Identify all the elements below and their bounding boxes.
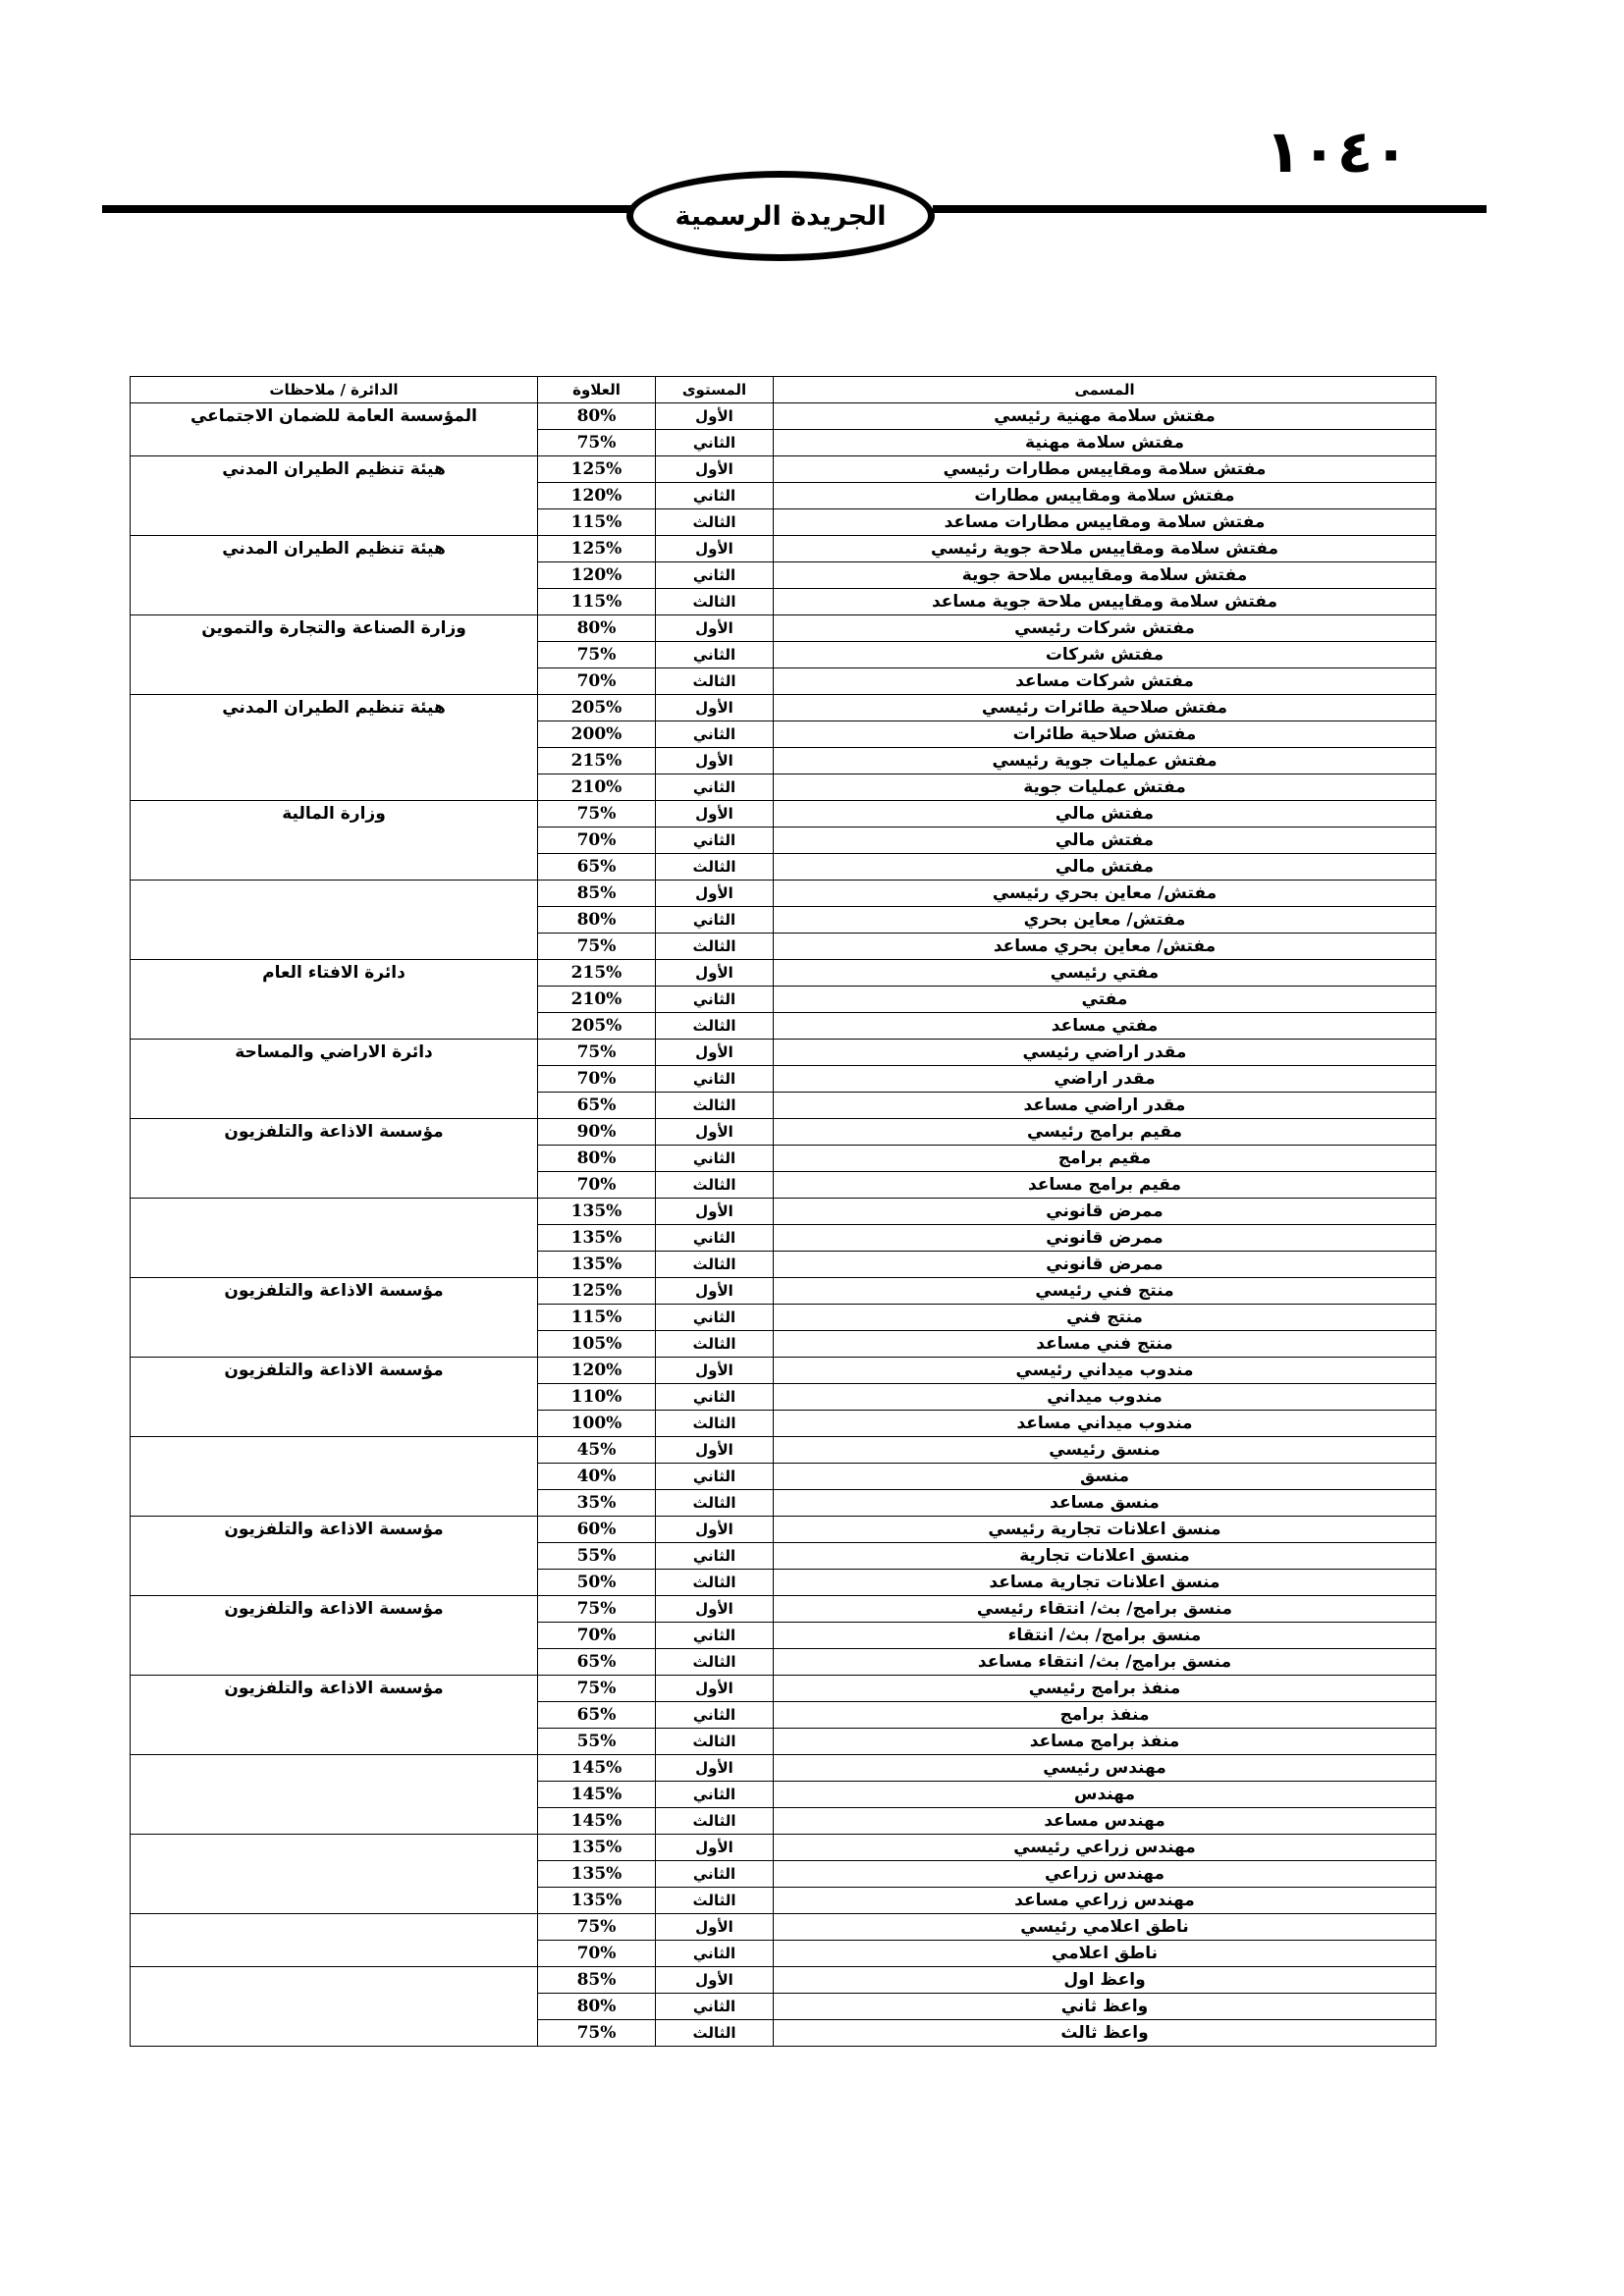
cell-level: الأول [656, 1119, 774, 1146]
cell-title: منسق برامج/ بث/ انتقاء مساعد [774, 1649, 1436, 1676]
cell-level: الثاني [656, 1994, 774, 2020]
cell-allowance: 35% [538, 1490, 656, 1517]
cell-title: مقدر اراضي رئيسي [774, 1040, 1436, 1066]
cell-level: الثالث [656, 1013, 774, 1040]
cell-allowance: 125% [538, 456, 656, 483]
allowances-table [130, 376, 1436, 2047]
cell-title: منسق اعلانات تجارية رئيسي [774, 1517, 1436, 1543]
cell-level: الأول [656, 1199, 774, 1225]
cell-department [131, 1437, 538, 1517]
cell-department [131, 1967, 538, 2047]
cell-allowance: 65% [538, 1702, 656, 1729]
cell-title: واعظ ثالث [774, 2020, 1436, 2047]
cell-allowance: 65% [538, 1649, 656, 1676]
cell-department: وزارة الصناعة والتجارة والتموين [131, 615, 538, 695]
cell-allowance: 70% [538, 828, 656, 854]
cell-allowance: 120% [538, 562, 656, 589]
table-row [131, 1358, 1436, 1384]
cell-allowance: 75% [538, 642, 656, 668]
cell-level: الثاني [656, 1305, 774, 1331]
header-rule-right [933, 205, 1487, 213]
cell-department: هيئة تنظيم الطيران المدني [131, 536, 538, 615]
cell-allowance: 105% [538, 1331, 656, 1358]
cell-allowance: 115% [538, 509, 656, 536]
cell-title: منتج فني رئيسي [774, 1278, 1436, 1305]
cell-level: الثاني [656, 483, 774, 509]
cell-allowance: 80% [538, 615, 656, 642]
cell-level: الثاني [656, 828, 774, 854]
cell-title: ممرض قانوني [774, 1252, 1436, 1278]
cell-title: مهندس زراعي مساعد [774, 1888, 1436, 1914]
cell-title: مفتش شركات [774, 642, 1436, 668]
cell-department: مؤسسة الاذاعة والتلفزيون [131, 1676, 538, 1755]
cell-level: الثاني [656, 562, 774, 589]
cell-title: واعظ اول [774, 1967, 1436, 1994]
cell-allowance: 50% [538, 1570, 656, 1596]
table-row [131, 1967, 1436, 1994]
cell-department: هيئة تنظيم الطيران المدني [131, 695, 538, 801]
cell-title: مفتش سلامة مهنية رئيسي [774, 403, 1436, 430]
cell-title: مفتش صلاحية طائرات رئيسي [774, 695, 1436, 721]
cell-title: ممرض قانوني [774, 1225, 1436, 1252]
cell-department: دائرة الاراضي والمساحة [131, 1040, 538, 1119]
cell-department: وزارة المالية [131, 801, 538, 881]
cell-allowance: 215% [538, 960, 656, 987]
table-row [131, 1040, 1436, 1066]
table-header-row [131, 377, 1436, 403]
table-row [131, 615, 1436, 642]
cell-title: منتج فني مساعد [774, 1331, 1436, 1358]
cell-level: الثاني [656, 642, 774, 668]
cell-level: الثالث [656, 854, 774, 881]
cell-title: مفتي رئيسي [774, 960, 1436, 987]
cell-allowance: 145% [538, 1808, 656, 1835]
cell-level: الأول [656, 1596, 774, 1623]
table-row [131, 1199, 1436, 1225]
cell-level: الثاني [656, 1623, 774, 1649]
cell-allowance: 75% [538, 1914, 656, 1941]
cell-allowance: 80% [538, 907, 656, 934]
cell-level: الثاني [656, 1066, 774, 1093]
cell-title: مفتش مالي [774, 828, 1436, 854]
cell-title: مفتي مساعد [774, 1013, 1436, 1040]
cell-level: الثالث [656, 1411, 774, 1437]
cell-department: هيئة تنظيم الطيران المدني [131, 456, 538, 536]
cell-title: مفتش سلامة ومقاييس مطارات رئيسي [774, 456, 1436, 483]
table-row [131, 1278, 1436, 1305]
cell-allowance: 210% [538, 987, 656, 1013]
cell-allowance: 200% [538, 721, 656, 748]
cell-department: المؤسسة العامة للضمان الاجتماعي [131, 403, 538, 456]
cell-level: الأول [656, 1755, 774, 1782]
cell-title: مهندس زراعي رئيسي [774, 1835, 1436, 1861]
cell-level: الثالث [656, 1490, 774, 1517]
cell-title: مقيم برامج [774, 1146, 1436, 1172]
cell-title: منسق اعلانات تجارية مساعد [774, 1570, 1436, 1596]
cell-department [131, 1835, 538, 1914]
cell-department: مؤسسة الاذاعة والتلفزيون [131, 1119, 538, 1199]
cell-title: مفتش سلامة مهنية [774, 430, 1436, 456]
cell-allowance: 215% [538, 748, 656, 774]
cell-level: الثالث [656, 1649, 774, 1676]
cell-level: الثاني [656, 721, 774, 748]
cell-title: ممرض قانوني [774, 1199, 1436, 1225]
header-level: المستوى [656, 377, 774, 403]
cell-level: الأول [656, 1358, 774, 1384]
cell-department: دائرة الافتاء العام [131, 960, 538, 1040]
cell-level: الثالث [656, 1093, 774, 1119]
cell-title: مهندس زراعي [774, 1861, 1436, 1888]
cell-allowance: 115% [538, 589, 656, 615]
table-row [131, 1517, 1436, 1543]
cell-allowance: 135% [538, 1888, 656, 1914]
cell-allowance: 45% [538, 1437, 656, 1464]
cell-title: مفتش مالي [774, 854, 1436, 881]
cell-level: الثاني [656, 907, 774, 934]
header-title: المسمى [774, 377, 1436, 403]
table-row [131, 960, 1436, 987]
cell-allowance: 75% [538, 934, 656, 960]
cell-title: مقدر اراضي [774, 1066, 1436, 1093]
cell-title: مفتش/ معاين بحري [774, 907, 1436, 934]
table-row [131, 456, 1436, 483]
cell-level: الأول [656, 960, 774, 987]
cell-allowance: 135% [538, 1252, 656, 1278]
cell-level: الثاني [656, 1146, 774, 1172]
cell-level: الثالث [656, 934, 774, 960]
cell-department [131, 1755, 538, 1835]
cell-allowance: 135% [538, 1225, 656, 1252]
table-row [131, 1676, 1436, 1702]
masthead-title: الجريدة الرسمية [675, 200, 887, 232]
cell-level: الأول [656, 1040, 774, 1066]
cell-level: الثاني [656, 1861, 774, 1888]
cell-title: مفتي [774, 987, 1436, 1013]
cell-level: الأول [656, 1278, 774, 1305]
cell-title: مفتش عمليات جوية رئيسي [774, 748, 1436, 774]
cell-title: مهندس [774, 1782, 1436, 1808]
cell-title: منفذ برامج رئيسي [774, 1676, 1436, 1702]
cell-allowance: 65% [538, 854, 656, 881]
cell-allowance: 85% [538, 881, 656, 907]
cell-level: الثالث [656, 1888, 774, 1914]
cell-allowance: 125% [538, 1278, 656, 1305]
cell-level: الأول [656, 695, 774, 721]
header-department: الدائرة / ملاحظات [131, 377, 538, 403]
cell-level: الأول [656, 1967, 774, 1994]
header-rule-left [102, 205, 652, 213]
cell-allowance: 145% [538, 1782, 656, 1808]
cell-title: منفذ برامج [774, 1702, 1436, 1729]
cell-level: الثاني [656, 774, 774, 801]
table-row [131, 1755, 1436, 1782]
cell-allowance: 210% [538, 774, 656, 801]
page-number: ١٠٤٠ [1265, 118, 1409, 187]
cell-allowance: 205% [538, 695, 656, 721]
table-row [131, 801, 1436, 828]
cell-allowance: 135% [538, 1861, 656, 1888]
table-row [131, 1119, 1436, 1146]
cell-department: مؤسسة الاذاعة والتلفزيون [131, 1358, 538, 1437]
cell-level: الثالث [656, 1570, 774, 1596]
cell-allowance: 70% [538, 1066, 656, 1093]
cell-allowance: 55% [538, 1729, 656, 1755]
cell-title: منسق اعلانات تجارية [774, 1543, 1436, 1570]
cell-level: الأول [656, 1676, 774, 1702]
cell-allowance: 75% [538, 2020, 656, 2047]
cell-allowance: 205% [538, 1013, 656, 1040]
table-row [131, 1914, 1436, 1941]
cell-allowance: 80% [538, 1994, 656, 2020]
cell-level: الأول [656, 1914, 774, 1941]
cell-title: ناطق اعلامي [774, 1941, 1436, 1967]
cell-allowance: 40% [538, 1464, 656, 1490]
cell-allowance: 65% [538, 1093, 656, 1119]
cell-level: الأول [656, 801, 774, 828]
cell-level: الأول [656, 1517, 774, 1543]
cell-title: مندوب ميداني مساعد [774, 1411, 1436, 1437]
cell-level: الأول [656, 748, 774, 774]
cell-allowance: 100% [538, 1411, 656, 1437]
cell-title: مقيم برامج رئيسي [774, 1119, 1436, 1146]
masthead-oval [626, 171, 935, 261]
cell-allowance: 75% [538, 801, 656, 828]
table-row [131, 1596, 1436, 1623]
cell-title: منسق برامج/ بث/ انتقاء رئيسي [774, 1596, 1436, 1623]
cell-title: مفتش/ معاين بحري رئيسي [774, 881, 1436, 907]
cell-level: الثاني [656, 1464, 774, 1490]
cell-allowance: 70% [538, 1172, 656, 1199]
cell-level: الثاني [656, 987, 774, 1013]
cell-level: الثالث [656, 1729, 774, 1755]
cell-department [131, 1914, 538, 1967]
cell-title: مفتش صلاحية طائرات [774, 721, 1436, 748]
cell-allowance: 75% [538, 1676, 656, 1702]
cell-department: مؤسسة الاذاعة والتلفزيون [131, 1596, 538, 1676]
cell-level: الأول [656, 456, 774, 483]
cell-allowance: 90% [538, 1119, 656, 1146]
cell-title: مقيم برامج مساعد [774, 1172, 1436, 1199]
cell-title: واعظ ثاني [774, 1994, 1436, 2020]
cell-title: مفتش عمليات جوية [774, 774, 1436, 801]
cell-title: منسق رئيسي [774, 1437, 1436, 1464]
table-row [131, 403, 1436, 430]
cell-allowance: 60% [538, 1517, 656, 1543]
cell-allowance: 125% [538, 536, 656, 562]
cell-title: ناطق اعلامي رئيسي [774, 1914, 1436, 1941]
cell-title: مهندس مساعد [774, 1808, 1436, 1835]
cell-level: الأول [656, 1437, 774, 1464]
cell-title: مفتش سلامة ومقاييس ملاحة جوية [774, 562, 1436, 589]
cell-level: الثالث [656, 1252, 774, 1278]
cell-level: الثالث [656, 1172, 774, 1199]
table-row [131, 1437, 1436, 1464]
cell-level: الثاني [656, 1543, 774, 1570]
cell-level: الثاني [656, 430, 774, 456]
cell-title: منسق برامج/ بث/ انتقاء [774, 1623, 1436, 1649]
cell-level: الأول [656, 536, 774, 562]
cell-title: مفتش سلامة ومقاييس مطارات مساعد [774, 509, 1436, 536]
cell-title: مفتش شركات رئيسي [774, 615, 1436, 642]
cell-title: مندوب ميداني [774, 1384, 1436, 1411]
table-body [131, 377, 1436, 2047]
cell-title: مفتش سلامة ومقاييس ملاحة جوية رئيسي [774, 536, 1436, 562]
cell-department [131, 1199, 538, 1278]
cell-title: منسق [774, 1464, 1436, 1490]
cell-level: الثالث [656, 1331, 774, 1358]
header-allowance: العلاوة [538, 377, 656, 403]
cell-allowance: 135% [538, 1199, 656, 1225]
cell-allowance: 80% [538, 1146, 656, 1172]
cell-level: الأول [656, 881, 774, 907]
cell-level: الثالث [656, 2020, 774, 2047]
cell-level: الأول [656, 615, 774, 642]
cell-department: مؤسسة الاذاعة والتلفزيون [131, 1517, 538, 1596]
cell-allowance: 85% [538, 1967, 656, 1994]
cell-title: مفتش سلامة ومقاييس مطارات [774, 483, 1436, 509]
cell-title: مهندس رئيسي [774, 1755, 1436, 1782]
cell-title: مفتش/ معاين بحري مساعد [774, 934, 1436, 960]
cell-allowance: 75% [538, 1040, 656, 1066]
cell-department [131, 881, 538, 960]
cell-title: مندوب ميداني رئيسي [774, 1358, 1436, 1384]
cell-level: الثاني [656, 1941, 774, 1967]
cell-level: الثالث [656, 668, 774, 695]
cell-allowance: 80% [538, 403, 656, 430]
cell-level: الأول [656, 403, 774, 430]
cell-title: مفتش سلامة ومقاييس ملاحة جوية مساعد [774, 589, 1436, 615]
cell-level: الثاني [656, 1384, 774, 1411]
table-row [131, 536, 1436, 562]
cell-allowance: 145% [538, 1755, 656, 1782]
cell-allowance: 120% [538, 1358, 656, 1384]
table-row [131, 881, 1436, 907]
cell-allowance: 75% [538, 1596, 656, 1623]
cell-level: الثالث [656, 589, 774, 615]
cell-department: مؤسسة الاذاعة والتلفزيون [131, 1278, 538, 1358]
cell-level: الثاني [656, 1702, 774, 1729]
cell-allowance: 110% [538, 1384, 656, 1411]
cell-level: الثاني [656, 1225, 774, 1252]
cell-allowance: 75% [538, 430, 656, 456]
cell-allowance: 70% [538, 1941, 656, 1967]
cell-allowance: 70% [538, 1623, 656, 1649]
cell-level: الثالث [656, 509, 774, 536]
cell-title: منسق مساعد [774, 1490, 1436, 1517]
cell-allowance: 135% [538, 1835, 656, 1861]
cell-title: مقدر اراضي مساعد [774, 1093, 1436, 1119]
cell-title: مفتش مالي [774, 801, 1436, 828]
cell-level: الثاني [656, 1782, 774, 1808]
cell-title: منفذ برامج مساعد [774, 1729, 1436, 1755]
cell-title: منتج فني [774, 1305, 1436, 1331]
cell-allowance: 120% [538, 483, 656, 509]
cell-allowance: 115% [538, 1305, 656, 1331]
cell-title: مفتش شركات مساعد [774, 668, 1436, 695]
cell-level: الأول [656, 1835, 774, 1861]
table-row [131, 695, 1436, 721]
cell-allowance: 55% [538, 1543, 656, 1570]
table-row [131, 1835, 1436, 1861]
cell-allowance: 70% [538, 668, 656, 695]
cell-level: الثالث [656, 1808, 774, 1835]
